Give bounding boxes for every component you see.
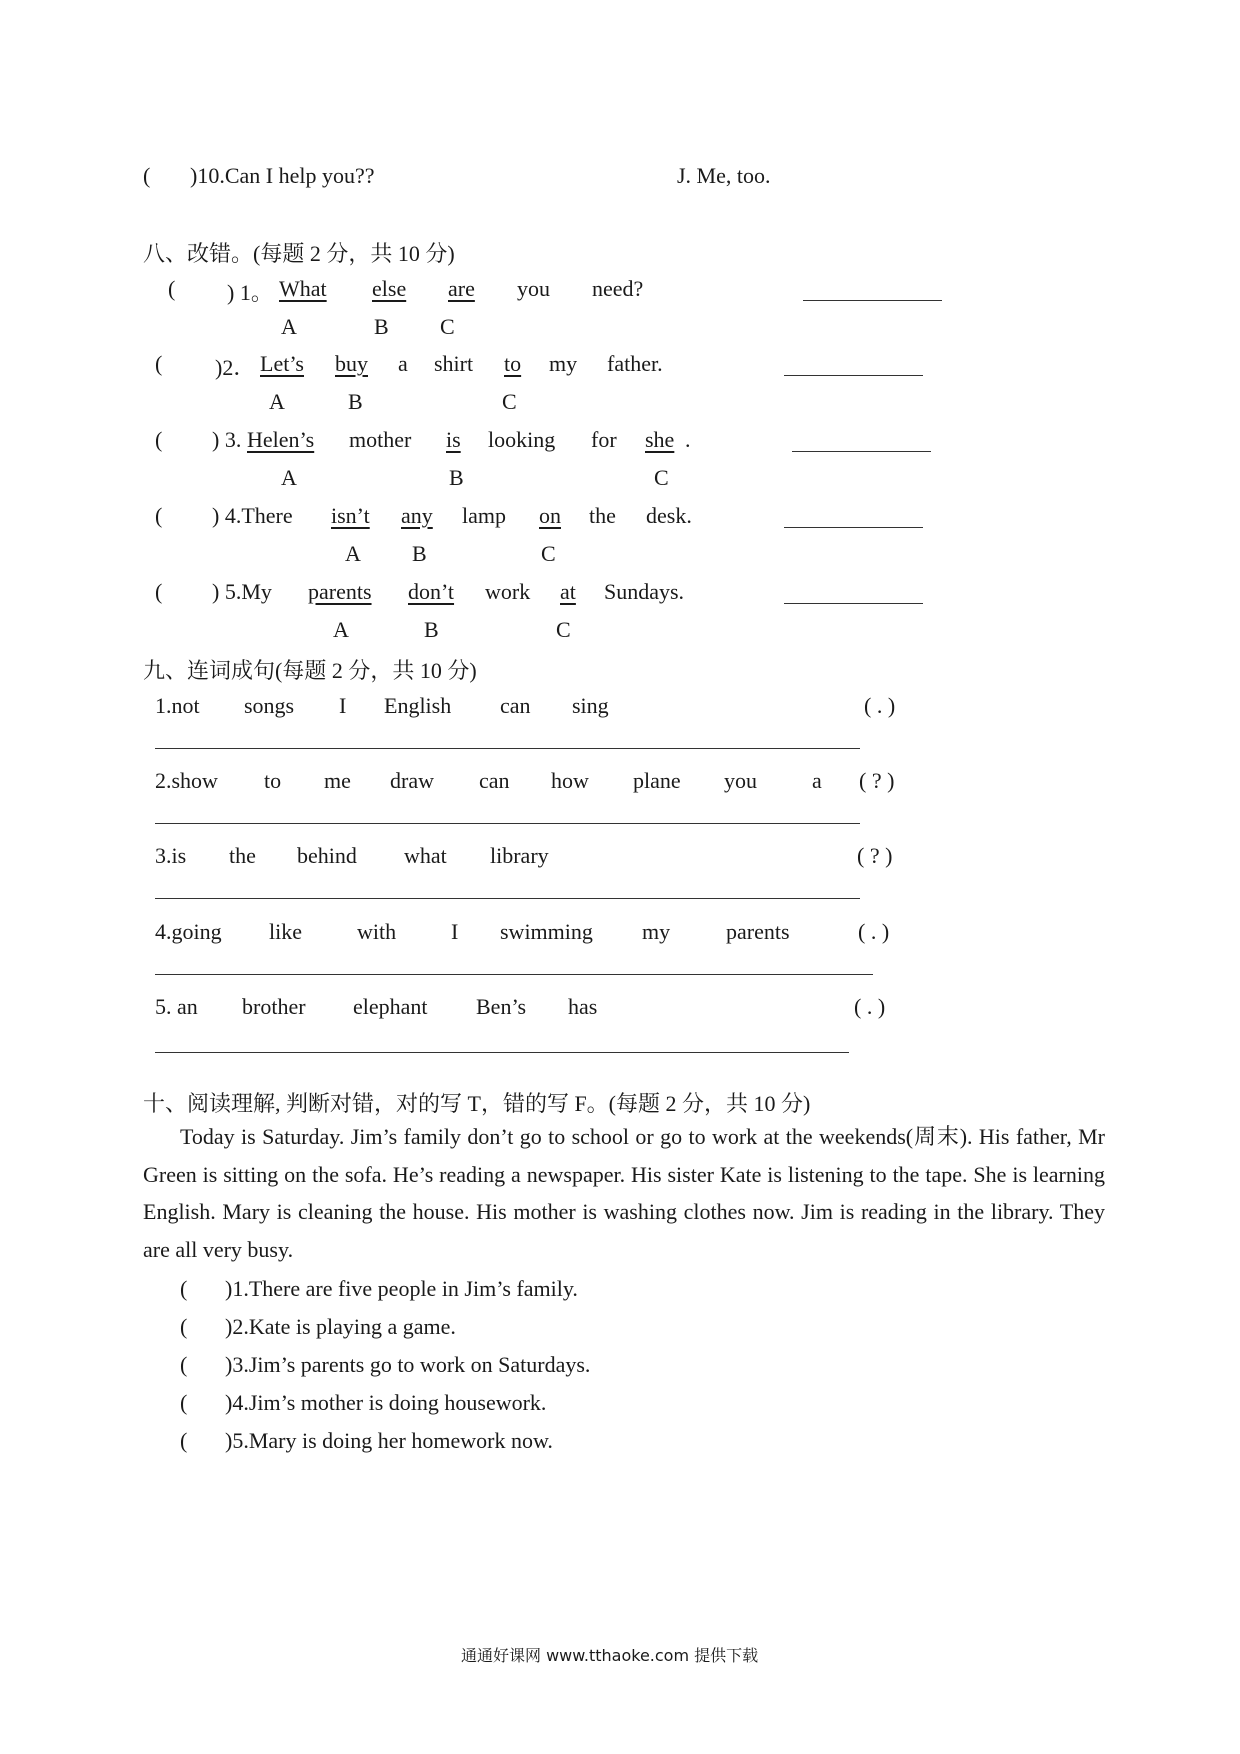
- s9-q2-word: plane: [633, 768, 681, 793]
- s8-q4-label-b: B: [412, 541, 427, 566]
- s9-q1-word: songs: [244, 693, 295, 718]
- match-q10-text: )10.Can I help you??: [190, 163, 375, 188]
- s9-q3-word: the: [229, 843, 256, 868]
- s10-q4-text: )4.Jim’s mother is doing housework.: [225, 1390, 547, 1415]
- s9-q3-end-mark: ( ? ): [857, 843, 893, 868]
- s8-q2-word: shirt: [434, 351, 474, 376]
- s9-q3-word: library: [490, 843, 549, 868]
- section10-heading: 十、阅读理解, 判断对错，对的写 T，错的写 F。(每题 2 分，共 10 分): [143, 1091, 811, 1116]
- s9-q2-word: can: [479, 768, 510, 793]
- s9-q5-word: brother: [242, 994, 306, 1019]
- s9-q3-word: behind: [297, 843, 357, 868]
- s9-q1-word: 1.not: [155, 693, 200, 718]
- s8-q4-word: desk.: [646, 503, 692, 528]
- s8-q5-option-c-word: at: [560, 579, 576, 604]
- s9-q1-end-mark: ( . ): [864, 693, 896, 718]
- s9-q4-word: 4.going: [155, 919, 222, 944]
- match-q10-answer: J. Me, too.: [677, 163, 771, 188]
- s9-q2-end-mark: ( ? ): [859, 768, 895, 793]
- s9-q2-word: 2.show: [155, 768, 218, 793]
- s8-q2-option-c-word: to: [504, 351, 522, 376]
- s8-q3-label-c: C: [654, 465, 669, 490]
- s9-q4-word: my: [642, 919, 671, 944]
- s8-q4-word: lamp: [462, 503, 506, 528]
- s8-q1-paren: (: [168, 276, 176, 301]
- s9-q1-answer-line[interactable]: [155, 748, 860, 749]
- s8-q3-word: looking: [488, 427, 556, 452]
- section9-heading: 九、连词成句(每题 2 分，共 10 分): [143, 658, 477, 683]
- s8-q3-label-b: B: [449, 465, 464, 490]
- s9-q4-word: like: [269, 919, 302, 944]
- s8-q3-answer-blank[interactable]: [792, 451, 931, 452]
- s10-q4-paren: (: [180, 1390, 188, 1415]
- s9-q4-word: I: [451, 919, 459, 944]
- s9-q4-answer-line[interactable]: [155, 974, 873, 975]
- s9-q2-word: to: [264, 768, 282, 793]
- s10-q5-text: )5.Mary is doing her homework now.: [225, 1428, 553, 1453]
- s8-q3-option-a-word: Helen’s: [247, 427, 315, 452]
- s8-q2-label-c: C: [502, 389, 517, 414]
- section8-heading: 八、改错。(每题 2 分，共 10 分): [143, 241, 455, 266]
- s8-q2-num: )2．: [215, 355, 256, 380]
- s8-q5-option-a-word: parents: [308, 579, 372, 604]
- s9-q1-word: English: [384, 693, 452, 718]
- s9-q3-answer-line[interactable]: [155, 898, 860, 899]
- s8-q5-paren: (: [155, 579, 163, 604]
- s8-q2-word: my: [549, 351, 578, 376]
- s8-q2-paren: (: [155, 351, 163, 376]
- s8-q1-word: need?: [592, 276, 644, 301]
- s9-q3-word: what: [404, 843, 447, 868]
- s9-q4-end-mark: ( . ): [858, 919, 890, 944]
- s8-q3-word: for: [591, 427, 617, 452]
- s8-q4-word: the: [589, 503, 616, 528]
- s8-q4-option-a-word: isn’t: [331, 503, 370, 528]
- s8-q4-paren: (: [155, 503, 163, 528]
- s8-q2-word: a: [398, 351, 408, 376]
- s8-q4-answer-blank[interactable]: [784, 527, 923, 528]
- s8-q3-option-b-word: is: [446, 427, 461, 452]
- s8-q2-option-b-word: buy: [335, 351, 368, 376]
- s8-q1-option-b-word: else: [372, 276, 407, 301]
- s8-q2-label-b: B: [348, 389, 363, 414]
- s9-q1-word: sing: [572, 693, 609, 718]
- s8-q1-num: ) 1。: [227, 280, 273, 305]
- s9-q3-word: 3.is: [155, 843, 187, 868]
- s8-q4-option-b-word: any: [401, 503, 433, 528]
- s9-q2-word: draw: [390, 768, 434, 793]
- s9-q4-word: parents: [726, 919, 790, 944]
- s9-q1-word: can: [500, 693, 531, 718]
- s8-q5-label-c: C: [556, 617, 571, 642]
- s9-q5-word: elephant: [353, 994, 428, 1019]
- s9-q1-word: I: [339, 693, 347, 718]
- s8-q5-word: work: [485, 579, 531, 604]
- footer-source: 通通好课网 www.tthaoke.com 提供下载: [461, 1646, 759, 1665]
- s8-q3-num: ) 3.: [212, 427, 242, 452]
- s8-q2-label-a: A: [269, 389, 285, 414]
- s9-q2-word: you: [724, 768, 757, 793]
- s9-q4-word: with: [357, 919, 397, 944]
- s8-q1-label-a: A: [281, 314, 297, 339]
- s8-q5-option-b-word: don’t: [408, 579, 455, 604]
- s9-q5-word: has: [568, 994, 598, 1019]
- s8-q4-label-c: C: [541, 541, 556, 566]
- s10-q3-paren: (: [180, 1352, 188, 1377]
- s8-q1-option-c-word: are: [448, 276, 475, 301]
- s8-q5-label-a: A: [333, 617, 349, 642]
- s9-q2-word: me: [324, 768, 351, 793]
- s8-q3-option-c-word: she: [645, 427, 675, 452]
- s8-q1-answer-blank[interactable]: [803, 300, 942, 301]
- s8-q1-word: you: [517, 276, 550, 301]
- s8-q1-option-a-word: What: [279, 276, 327, 301]
- s9-q5-word: Ben’s: [476, 994, 527, 1019]
- s10-q5-paren: (: [180, 1428, 188, 1453]
- s8-q3-word: mother: [349, 427, 412, 452]
- s8-q3-label-a: A: [281, 465, 297, 490]
- s8-q5-num: ) 5.My: [212, 579, 272, 604]
- s8-q1-label-b: B: [374, 314, 389, 339]
- match-q10-paren: (: [143, 163, 151, 188]
- s9-q2-word: how: [551, 768, 589, 793]
- s8-q4-num: ) 4.There: [212, 503, 293, 528]
- s9-q5-end-mark: ( . ): [854, 994, 886, 1019]
- s9-q5-answer-line[interactable]: [155, 1052, 849, 1053]
- s8-q4-label-a: A: [345, 541, 361, 566]
- s10-q1-text: )1.There are five people in Jim’s family.: [225, 1276, 578, 1301]
- reading-passage: Today is Saturday. Jim’s family don’t go to school or go to work at the weekends(周末). His father, Mr Green is sitting on the sofa. He’s reading a newspaper. His sister Kate is listening to the tape. She is learning English. Mary is cleaning the house. His mother is washing clothes now. Jim is reading in the library. They are all very busy.: [143, 1124, 1105, 1262]
- s10-q1-paren: (: [180, 1276, 188, 1301]
- s8-q5-word: Sundays.: [604, 579, 685, 604]
- s8-q2-word: father.: [607, 351, 663, 376]
- s8-q2-option-a-word: Let’s: [260, 351, 304, 376]
- s9-q2-answer-line[interactable]: [155, 823, 860, 824]
- s8-q5-label-b: B: [424, 617, 439, 642]
- s10-q3-text: )3.Jim’s parents go to work on Saturdays.: [225, 1352, 591, 1377]
- s10-q2-paren: (: [180, 1314, 188, 1339]
- s8-q3-paren: (: [155, 427, 163, 452]
- s8-q2-answer-blank[interactable]: [784, 375, 923, 376]
- s10-q2-text: )2.Kate is playing a game.: [225, 1314, 456, 1339]
- s8-q5-answer-blank[interactable]: [784, 603, 923, 604]
- s9-q4-word: swimming: [500, 919, 593, 944]
- s9-q5-word: 5. an: [155, 994, 198, 1019]
- s8-q3-period: .: [685, 427, 691, 452]
- s9-q2-word: a: [812, 768, 822, 793]
- s8-q4-option-c-word: on: [539, 503, 561, 528]
- s8-q1-label-c: C: [440, 314, 455, 339]
